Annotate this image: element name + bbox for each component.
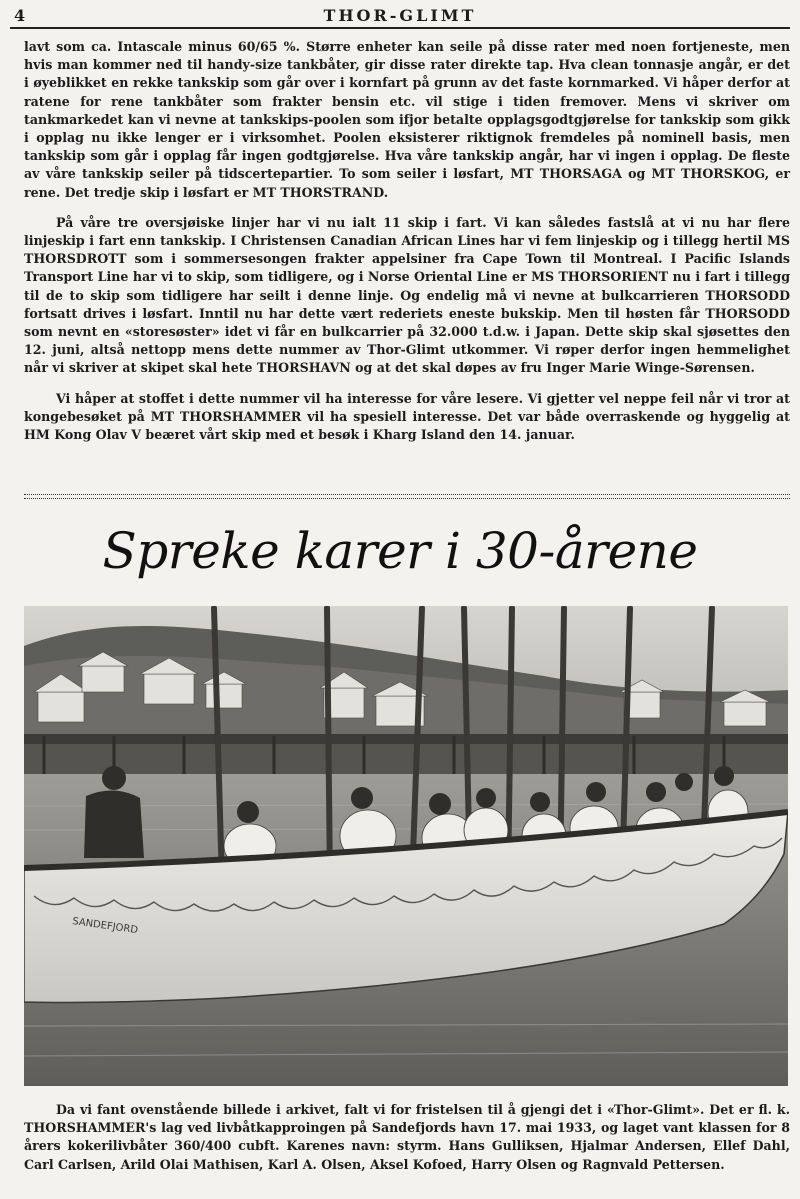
page-header: [10, 4, 790, 26]
article-paragraph-3: Vi håper at stoffet i dette nummer vil ha interesse for våre lesere. Vi gjetter vel neppe feil når vi tror at kongebesøket på MT THORSHAMMER vil ha spesiell interesse. Det var både overraskende og hyggelig at HM Kong Olav V beæret vårt skip med et besøk i Kharg Island den 14. januar.: [24, 390, 790, 443]
feature-title: Spreke karer i 30-årene: [102, 522, 698, 580]
rowing-team-photo: [24, 606, 788, 1086]
header-rule: [10, 27, 790, 29]
running-head: THOR-GLIMT: [323, 6, 477, 25]
page-number: 4: [14, 6, 26, 25]
section-divider: [24, 494, 790, 499]
article-paragraph-2: På våre tre oversjøiske linjer har vi nu ialt 11 skip i fart. Vi kan således fastslå at vi nu har flere linjeskip i fart enn tankskip. I Christensen Canadian African Lines har vi fem linjeskip og i tillegg hertil MS THORSDROTT som i sommersesongen frakter appelsiner fra Cape Town til Montreal. I Pacific Islands Transport Line har vi to skip, som tidligere, og i Norse Oriental Line er MS THORSORIENT nu i fart i tillegg til de to skip som tidligere har seilt i denne linje. Og endelig må vi nevne at bulkcarrieren THORSODD fortsatt drives i løsfart. Inntil nu har dette vært rederiets eneste bukskip. Men til høsten får THORSODD som nevnt en «storesøster» idet vi får en bulkcarrier på 32.000 t.d.w. i Japan. Dette skip skal sjøsettes den 12. juni, altså nettopp mens dette nummer av Thor-Glimt utkommer. Vi røper derfor ingen hemmelighet når vi skriver at skipet skal hete THORSHAVN og at det skal døpes av fru Inger Marie Winge-Sørensen.: [24, 214, 790, 376]
photo-caption: Da vi fant ovenstående billede i arkivet, falt vi for fristelsen til å gjengi det i «Thor-Glimt». Det er fl. k. THORSHAMMER's lag ved livbåtkapproingen på Sandefjords havn 17. mai 1933, og laget vant klassen for 8 årers kokerilivbåter 360/400 cubft. Karenes navn: styrm. Hans Gulliksen, Hjalmar Andersen, Ellef Dahl, Carl Carlsen, Arild Olai Mathisen, Karl A. Olsen, Aksel Kofoed, Harry Olsen og Ragnvald Pettersen.: [24, 1102, 790, 1172]
boat-name-lettering: SANDEFJORD: [71, 916, 139, 937]
article-body: [24, 38, 790, 456]
article-paragraph-1: lavt som ca. Intascale minus 60/65 %. Større enheter kan seile på disse rater med noen fortjeneste, men hvis man kommer ned til handy-size tankbåter, gir disse rater direkte tap. Hva clean tonnasje angår, er det i øyeblikket en rekke tankskip som går over i kornfart på grunn av det faste kornmarked. Vi håper derfor at ratene for rene tankbåter som frakter bensin etc. vil stige i tiden fremover. Mens vi skriver om tankmarkedet kan vi nevne at tankskips-poolen som ifjor betalte opplagsgodtgjørelse for tankskip som gikk i opplag nu ikke lenger er i virksomhet. Poolen eksisterer riktignok fremdeles på nominell basis, men tankskip som går i opplag får ingen godtgjørelse. Hva våre tankskip angår, har vi ingen i opplag. De fleste av våre tankskip seiler på tidscertepartier. To som seiler i løsfart, MT THORSAGA og MT THORSKOG, er rene. Det tredje skip i løsfart er MT THORSTRAND.: [24, 39, 790, 200]
